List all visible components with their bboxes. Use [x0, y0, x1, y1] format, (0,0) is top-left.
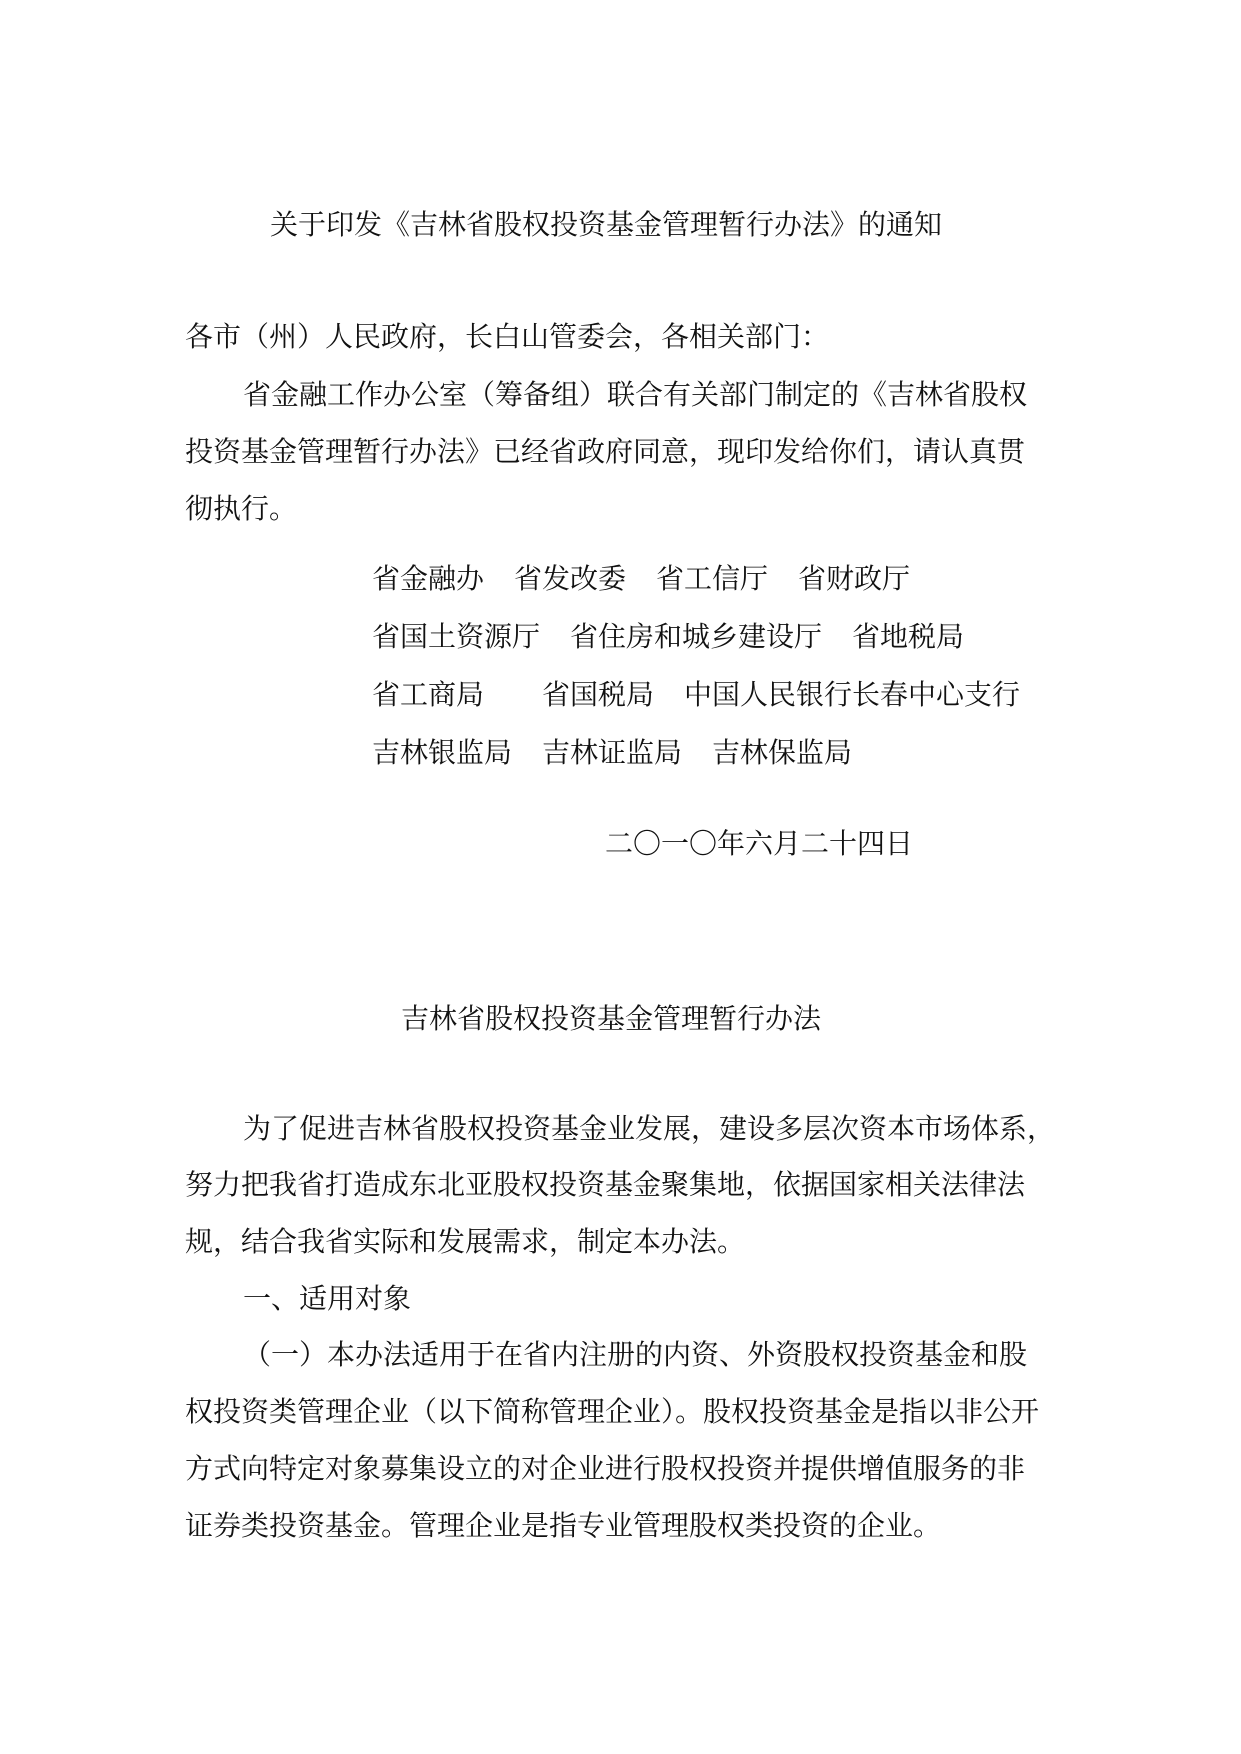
measures-title: 吉林省股权投资基金管理暂行办法: [401, 1002, 822, 1035]
notice-body-line: 省金融工作办公室（筹备组）联合有关部门制定的《吉林省股权: [243, 378, 1028, 411]
measures-line: 努力把我省打造成东北亚股权投资基金聚集地，依据国家相关法律法: [185, 1168, 1026, 1201]
measures-line: 为了促进吉林省股权投资基金业发展，建设多层次资本市场体系，: [243, 1112, 1056, 1145]
notice-addressee: 各市（州）人民政府，长白山管委会，各相关部门：: [185, 320, 830, 353]
notice-body-line: 投资基金管理暂行办法》已经省政府同意，现印发给你们，请认真贯: [185, 435, 1026, 468]
issuer-row: [372, 664, 1050, 722]
measures-line: 规，结合我省实际和发展需求，制定本办法。: [185, 1225, 746, 1258]
issuer: 吉林银监局: [372, 736, 513, 769]
issuer: 吉林证监局: [542, 736, 683, 769]
issuer-row: [372, 606, 1050, 664]
issuing-agencies: [372, 548, 1050, 780]
measures-line: （一）本办法适用于在省内注册的内资、外资股权投资基金和股: [243, 1338, 1028, 1371]
issuer-row: [372, 548, 1050, 606]
notice-title: 关于印发《吉林省股权投资基金管理暂行办法》的通知: [270, 208, 943, 241]
measures-line: 证券类投资基金。管理企业是指专业管理股权类投资的企业。: [185, 1509, 942, 1542]
issuer: 省工商局: [372, 678, 485, 711]
issuer: 吉林保监局: [712, 736, 853, 769]
issuer: 省住房和城乡建设厅: [570, 620, 823, 653]
issuer-row: [372, 722, 1050, 780]
notice-date: 二〇一〇年六月二十四日: [605, 827, 914, 860]
measures-line: 权投资类管理企业（以下简称管理企业）。股权投资基金是指以非公开: [185, 1395, 1040, 1428]
issuer: 中国人民银行长春中心支行: [684, 678, 1021, 711]
issuer: 省发改委: [514, 562, 627, 595]
issuer: 省地税局: [852, 620, 965, 653]
issuer: 省国土资源厅: [372, 620, 541, 653]
section-heading: 一、适用对象: [243, 1282, 412, 1315]
notice-body-line: 彻执行。: [185, 492, 298, 525]
issuer: 省金融办: [372, 562, 485, 595]
issuer: 省工信厅: [656, 562, 769, 595]
issuer: 省国税局: [542, 678, 655, 711]
measures-line: 方式向特定对象募集设立的对企业进行股权投资并提供增值服务的非: [185, 1452, 1026, 1485]
issuer: 省财政厅: [798, 562, 911, 595]
